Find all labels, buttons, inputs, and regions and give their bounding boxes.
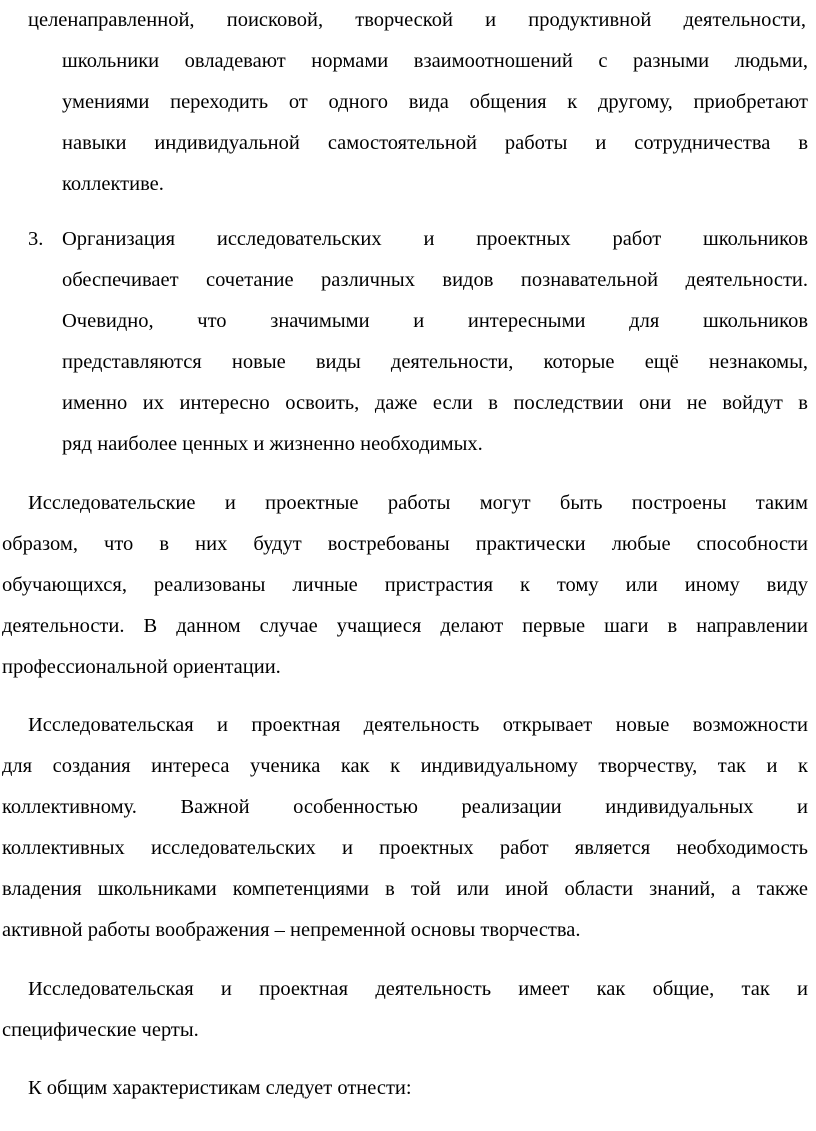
text-line: коллективному. Важной особенностью реализации индивидуальных и (2, 796, 808, 818)
text-line: обеспечивает сочетание различных видов познавательной деятельности. (62, 269, 808, 291)
text-line: владения школьниками компетенциями в той или иной области знаний, а также (2, 878, 808, 900)
text-line: навыки индивидуальной самостоятельной работы и сотрудничества в (62, 132, 808, 154)
text-line: целенаправленной, поисковой, творческой и продуктивной деятельности, (28, 9, 806, 31)
text-line: Организация исследовательских и проектных работ школьников (62, 228, 808, 250)
text-line: Исследовательская и проектная деятельность имеет как общие, так и (28, 978, 808, 1000)
text-line: для создания интереса ученика как к индивидуальному творчеству, так и к (2, 755, 808, 777)
text-line: Исследовательские и проектные работы могут быть построены таким (28, 492, 808, 514)
text-line: активной работы воображения – непременной основы творчества. (2, 919, 581, 941)
text-line: коллективных исследовательских и проектных работ является необходимость (2, 837, 808, 859)
text-line: именно их интересно освоить, даже если в последствии они не войдут в (62, 392, 808, 414)
text-line: деятельности. В данном случае учащиеся делают первые шаги в направлении (2, 615, 808, 637)
list-number: 3. (28, 228, 44, 250)
text-line: профессиональной ориентации. (2, 656, 281, 678)
text-line: коллективе. (62, 173, 164, 195)
text-line: представляются новые виды деятельности, которые ещё незнакомы, (62, 351, 808, 373)
text-line: образом, что в них будут востребованы практически любые способности (2, 533, 808, 555)
text-line: ряд наиболее ценных и жизненно необходимых. (62, 433, 483, 455)
text-line: обучающихся, реализованы личные пристрастия к тому или иному виду (2, 574, 808, 596)
text-line: школьники овладевают нормами взаимоотношений с разными людьми, (62, 50, 808, 72)
text-line: Очевидно, что значимыми и интересными для школьников (62, 310, 808, 332)
text-line: специфические черты. (2, 1019, 199, 1041)
text-line: Исследовательская и проектная деятельность открывает новые возможности (28, 714, 808, 736)
text-line: К общим характеристикам следует отнести: (28, 1077, 412, 1099)
text-line: умениями переходить от одного вида общения к другому, приобретают (62, 91, 808, 113)
